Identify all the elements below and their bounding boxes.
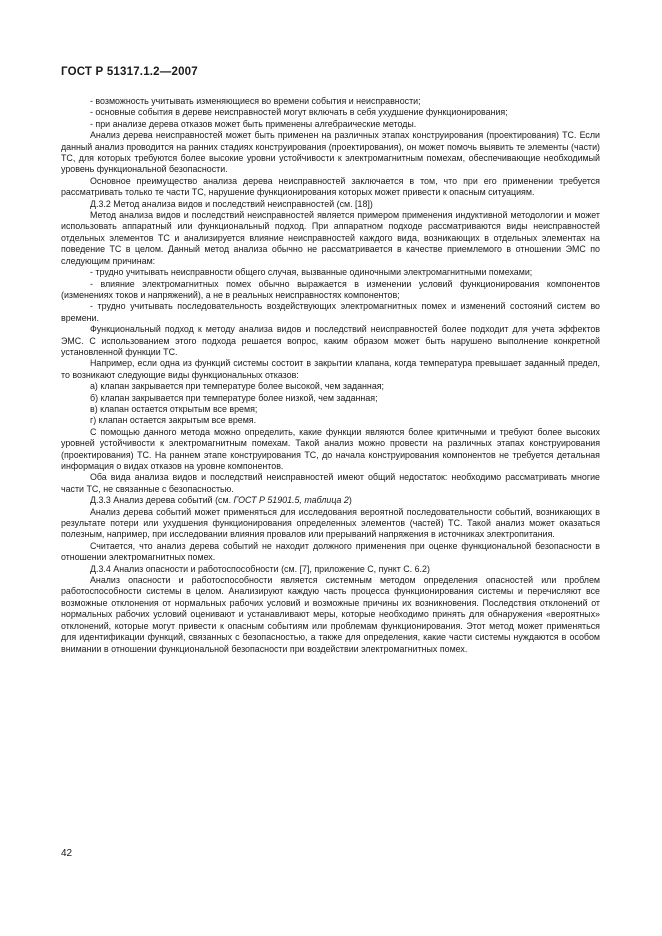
paragraph: г) клапан остается закрытым все время. [90, 415, 257, 426]
standard-reference: ГОСТ Р 51901.5, таблица 2 [233, 495, 349, 506]
paragraph: Считается, что анализ дерева событий не находит должного применения при оценке функциональной безопасности в отношении электромагнитных помех. [61, 540, 600, 563]
paragraph: - трудно учитывать неисправности общего случая, вызванные одиночными электромагнитными помехами; [90, 267, 533, 278]
paragraph: в) клапан остается открытым все время; [90, 403, 258, 414]
paragraph-text: ) [348, 495, 352, 506]
paragraph: Анализ дерева неисправностей может быть применен на различных этапах конструирования (проектирования) ТС. Если данный анализ проводится на ранних стадиях конструирования (проектирования), он может помочь выявить те элементы (части) ТС, для которых требуются более высокие уровни устойчивости к электромагнитным помехам, обеспечивающие необходимый уровень функциональной безопасности. [61, 130, 600, 175]
paragraph: Анализ опасности и работоспособности является системным методом определения опасностей или проблем работоспособности системы в целом. Анализируют каждую часть процесса функционирования системы и перечисляют все возможные отклонения от нормальных рабочих условий и возможные причины их возникновения. Последствия отклонений от нормальных рабочих условий оценивают и устанавливают меры, которые необходимо принять для обнаружения «вероятных» отклонений, которые могут привести к опасным событиям или проблемам функционирования. Этот метод может применяться для идентификации функций, связанных с безопасностью, а также для определения, какие части системы нуждаются в особом внимании в отношении функциональной безопасности при воздействии электромагнитных помех. [61, 575, 600, 654]
paragraph: Основное преимущество анализа дерева неисправностей заключается в том, что при его применении требуется рассматривать только те части ТС, нарушение функционирования которых может привести к опасным ситуациям. [61, 175, 600, 198]
paragraph [61, 495, 600, 506]
document-body [61, 96, 600, 655]
paragraph: - влияние электромагнитных помех обычно выражается в изменении условий функционирования компонентов (изменениях токов и напряжений), а не в реальных неисправностях компонентов; [61, 278, 600, 300]
paragraph-text: Д.3.3 Анализ дерева событий (см. [90, 495, 234, 506]
paragraph: Метод анализа видов и последствий неисправностей является примером применения индуктивной методологии и может использовать аппаратный или функциональный подход. При аппаратном подходе рассматриваются виды неисправностей отдельных элементов ТС и анализируется влияние неисправностей каждого вида, возникающих в отдельных элементах на поведение ТС в целом. Данный метод анализа обычно не рассматривается в качестве приемлемого в отношении ЭМС по следующим причинам: [61, 210, 600, 266]
paragraph: Например, если одна из функций системы состоит в закрытии клапана, когда температура превышает заданный предел, то возникают следующие виды функциональных отказов: [61, 358, 600, 380]
page-number: 42 [61, 848, 73, 859]
paragraph: - основные события в дереве неисправностей могут включать в себя ухудшение функционирования; [90, 107, 508, 118]
document-header: ГОСТ Р 51317.1.2—2007 [61, 66, 198, 78]
paragraph: Д.3.4 Анализ опасности и работоспособности (см. [7], приложение С, пункт С. 6.2) [90, 563, 430, 574]
paragraph: а) клапан закрывается при температуре более высокой, чем заданная; [90, 381, 385, 392]
paragraph: б) клапан закрывается при температуре более низкой, чем заданная; [90, 392, 378, 403]
paragraph: Анализ дерева событий может применяться для исследования вероятной последовательности событий, возникающих в результате потери или ухудшения функционирования определенных элементов (частей) ТС. Такой анализ может оказаться полезным, например, при исследовании влияния провалов или прерываний напряжения в источниках электропитания. [61, 506, 600, 540]
paragraph: С помощью данного метода можно определить, какие функции являются более критичными и требуют более высоких уровней устойчивости к электромагнитным помехам. Такой анализ можно провести на различных этапах конструирования (проектирования) ТС. На раннем этапе конструирования ТС, до начала конструирования компонентов не требуется детальная информация о видах отказов на уровне компонентов. [61, 426, 600, 471]
paragraph: - возможность учитывать изменяющиеся во времени события и неисправности; [90, 96, 421, 106]
paragraph: Функциональный подход к методу анализа видов и последствий неисправностей более подходит для учета эффектов ЭМС. С использованием этого подхода решается вопрос, каким образом может быть нарушено выполнение конкретной установленной функции ТС. [61, 324, 600, 357]
paragraph: - при анализе дерева отказов может быть применены алгебраические методы. [90, 118, 417, 129]
paragraph: Оба вида анализа видов и последствий неисправностей имеют общий недостаток: необходимо рассматривать многие части ТС, не связанные с безопасностью. [61, 472, 600, 494]
paragraph: - трудно учитывать последовательность воздействующих электромагнитных помех и изменений состояний систем во времени. [61, 301, 600, 323]
paragraph: Д.3.2 Метод анализа видов и последствий неисправностей (см. [18]) [90, 198, 373, 209]
